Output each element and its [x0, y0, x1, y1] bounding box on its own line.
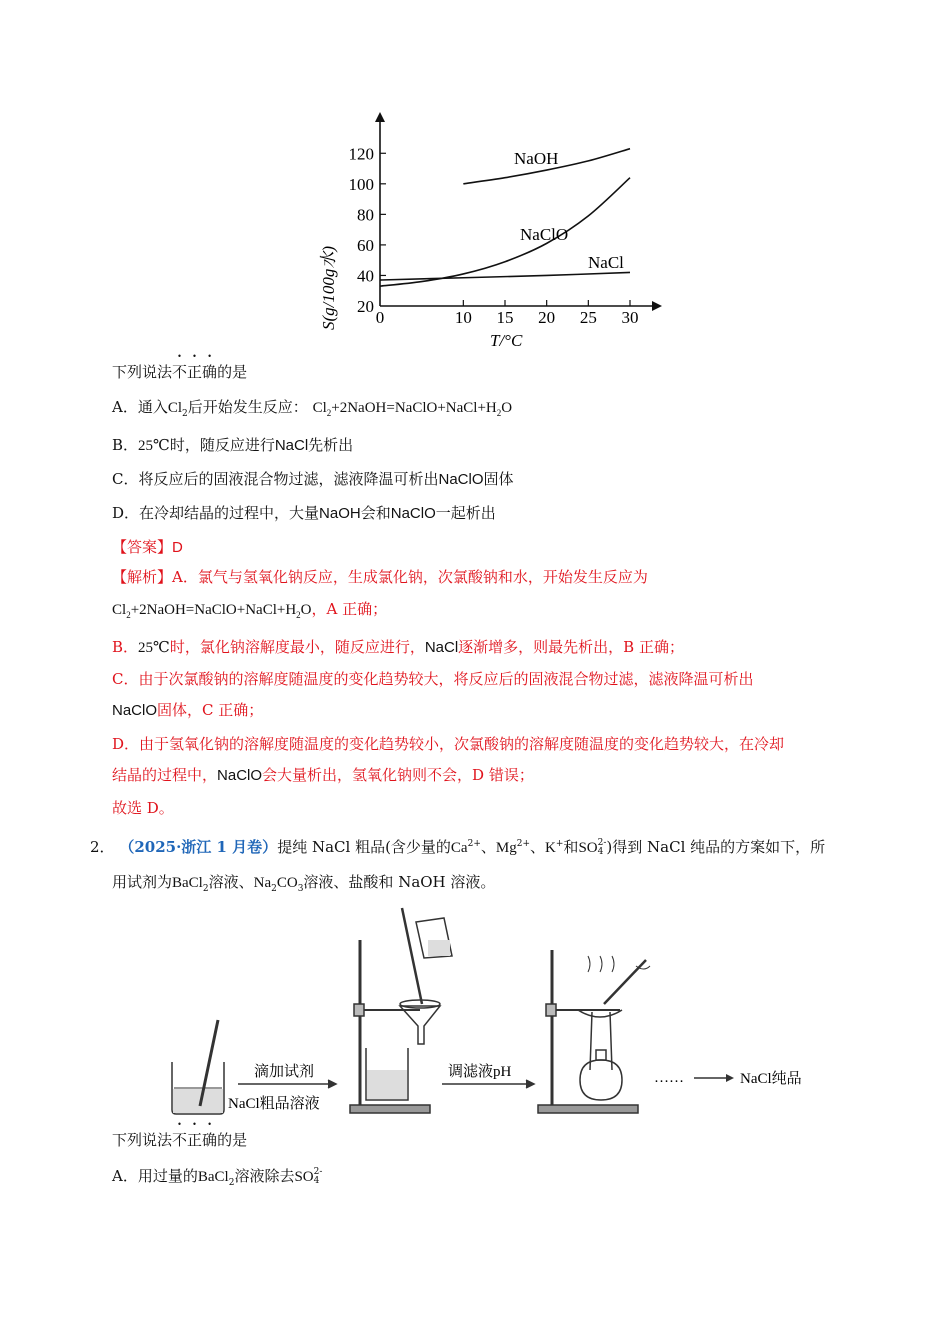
- ellipsis: ……: [654, 1070, 684, 1086]
- step1-label: 滴加试剂: [254, 1064, 315, 1080]
- solubility-chart: [300, 108, 670, 353]
- beaker-label: NaCl粗品溶液: [228, 1096, 320, 1112]
- chart-ticks: [349, 144, 639, 327]
- series-label-naclo: NaClO: [520, 225, 569, 244]
- x-tick-label: 10: [454, 308, 472, 327]
- q1-explanation-d1: D．由于氢氧化钠的溶解度随温度的变化趋势较小，次氯酸钠的溶解度随温度的变化趋势较大，在冷却: [112, 735, 785, 753]
- x-axis-arrow: [652, 301, 662, 311]
- q2-stem-line1: 2． （2025·浙江 1 月卷）提纯 NaCl 粗品(含少量的$Ca^{2+}$、$Mg^{2+}$、K+和SO 2- 4 )得到 NaCl 纯品的方案如下，所: [90, 838, 826, 857]
- x-axis-label: T/°C: [490, 331, 523, 350]
- q1-explanation-final: 故选 D。: [112, 799, 174, 817]
- series-label-nacl: NaCl: [588, 253, 624, 272]
- q2-stem-line2: 用试剂为BaCl$_2$溶液、$Na_2CO_3$溶液、盐酸和 NaOH 溶液。: [112, 873, 496, 894]
- step2-label: 调滤液pH: [448, 1064, 512, 1080]
- q1-option-c: C．将反应后的固液混合物过滤，滤液降温可析出NaClO固体: [112, 470, 514, 488]
- q1-prompt: 下列说法不正确的是: [112, 363, 248, 381]
- y-tick-label: 100: [348, 174, 374, 194]
- y-axis-label: S(g/100g水): [319, 245, 338, 330]
- q1-option-b: B．25℃时，随反应进行NaCl先析出: [112, 436, 354, 454]
- series-line-nacl: [380, 272, 630, 280]
- purification-diagram: [160, 900, 820, 1120]
- y-tick-label: 60: [357, 235, 374, 255]
- filtration-stand-icon: [350, 908, 452, 1113]
- chart-axes: [375, 112, 662, 311]
- q1-explanation-c2: NaClO固体，C 正确；: [112, 701, 264, 719]
- evaporation-stand-icon: [538, 950, 650, 1113]
- q1-option-d: D．在冷却结晶的过程中，大量NaOH会和NaClO一起析出: [112, 504, 496, 522]
- x-tick-label: 30: [621, 308, 639, 327]
- x-tick-label: 15: [496, 308, 514, 327]
- y-tick-label: 40: [357, 266, 374, 286]
- q1-explanation-a: 【解析】A．氯气与氢氧化钠反应，生成氯化钠，次氯酸钠和水，开始发生反应为: [112, 568, 648, 586]
- y-tick-label: 80: [357, 205, 374, 225]
- q1-explanation-b: B．25℃时，氯化钠溶解度最小，随反应进行，NaCl逐渐增多，则最先析出，B 正确；: [112, 638, 684, 656]
- q1-explanation-a-eq: $Cl_2+2NaOH=NaClO+NaCl+H_2O$，A 正确；: [112, 600, 388, 620]
- q2-option-a: A．用过量的BaCl$_2$溶液除去SO 2- 4: [112, 1167, 323, 1188]
- q1-answer: 【答案】D: [112, 538, 183, 556]
- y-tick-label: 120: [348, 144, 374, 164]
- reaction-equation: $Cl_2+2NaOH=NaClO+NaCl+H_2O$: [312, 400, 513, 418]
- y-tick-label: 20: [357, 297, 374, 316]
- y-axis-arrow: [375, 112, 385, 122]
- chart-series: [380, 149, 630, 286]
- product-label: NaCl纯品: [740, 1071, 802, 1087]
- q1-option-a: A．通入$Cl_2$后开始发生反应： $Cl_2+2NaOH=NaClO+NaCl+H_2O$: [112, 398, 513, 419]
- q1-explanation-d2: 结晶的过程中，NaClO会大量析出，氢氧化钠则不会，D 错误；: [112, 766, 534, 784]
- q2-prompt: 下列说法不正确的是: [112, 1131, 248, 1149]
- beaker-icon: [172, 1020, 224, 1114]
- x-tick-label: 25: [579, 308, 597, 327]
- series-label-naoh: NaOH: [514, 149, 559, 168]
- x-tick-label: 20: [538, 308, 556, 327]
- x-tick-label: 0: [375, 308, 385, 327]
- q1-explanation-c1: C．由于次氯酸钠的溶解度随温度的变化趋势较大，将反应后的固液混合物过滤，滤液降温可析出: [112, 670, 754, 688]
